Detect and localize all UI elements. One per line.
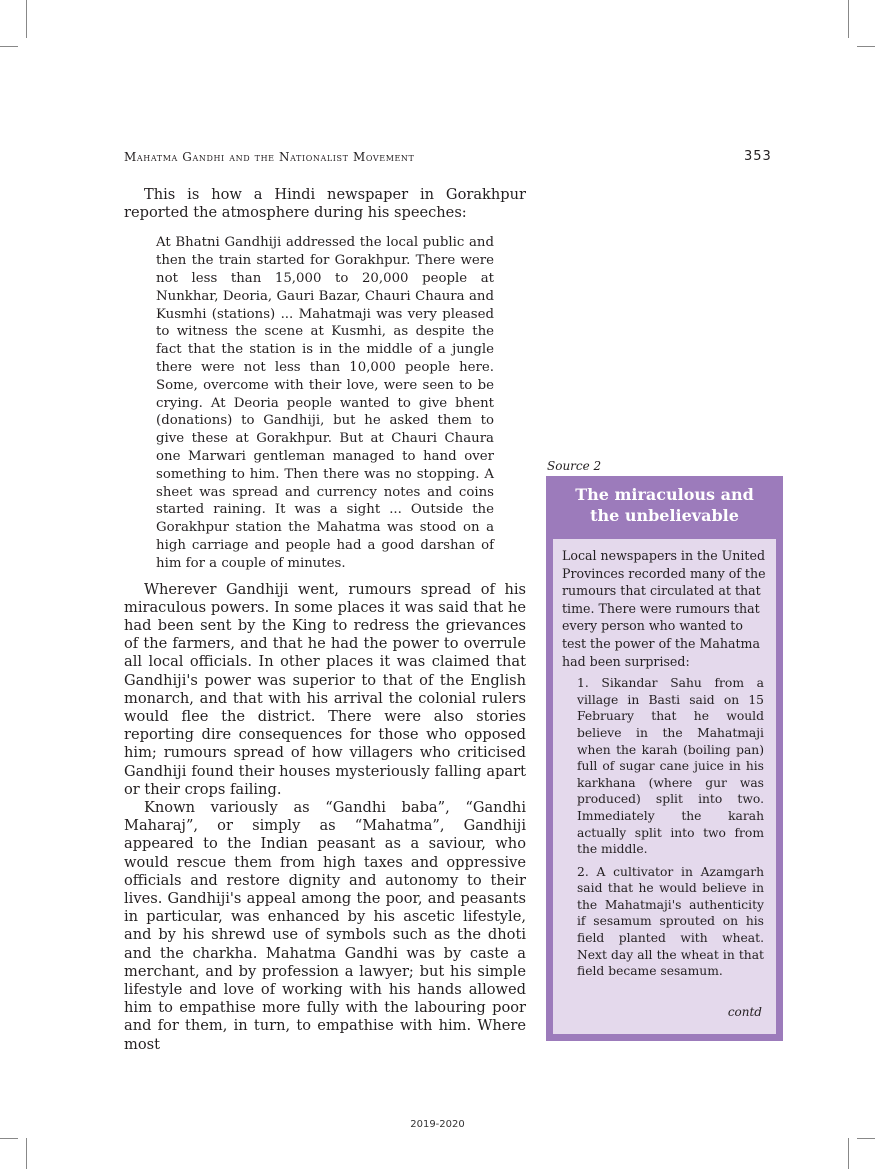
page-number: 353 xyxy=(744,149,772,164)
source-box-content xyxy=(553,539,776,1034)
body-paragraph-saviour: Known variously as “Gandhi baba”, “Gandhi Maharaj”, or simply as “Mahatma”, Gandhiji appeared to the Indian peasant as a saviour, who would rescue them from high taxes and oppressive officials and restore dignity and autonomy to their lives. Gandhiji's appeal among the poor, and peasants in particular, was enhanced by his ascetic lifestyle, and by his shrewd use of symbols such as the dhoti and the charkha. Mahatma Gandhi was by caste a merchant, and by profession a lawyer; but his simple lifestyle and love of working with his hands allowed him to empathise more fully with the labouring poor and for them, in turn, to empathise with him. Where most xyxy=(124,798,526,1053)
newspaper-quote: At Bhatni Gandhiji addressed the local public and then the train started for Gorakhpur. There were not less than 15,000 to 20,000 people at Nunkhar, Deoria, Gauri Bazar, Chauri Chaura and Kusmhi (stations) ... Mahatmaji was very pleased to witness the scene at Kusmhi, as despite the fact that the station is in the middle of a jungle there were not less than 10,000 people here. Some, overcome with their love, were seen to be crying. At Deoria people wanted to give bhent (donations) to Gandhiji, but he asked them to give these at Gorakhpur. But at Chauri Chaura one Marwari gentleman managed to hand over something to him. Then there was no stopping. A sheet was spread and currency notes and coins started raining. It was a sight ... Outside the Gorakhpur station the Mahatma was stood on a high carriage and people had a good darshan of him for a couple of minutes. xyxy=(156,235,494,571)
source-box-title xyxy=(546,476,783,525)
main-column xyxy=(124,186,526,1054)
crop-mark xyxy=(848,1138,849,1169)
crop-mark xyxy=(848,0,849,38)
rumour-list xyxy=(577,675,764,980)
source-box-intro: Local newspapers in the United Provinces recorded many of the rumours that circulated at that time. There were rumours that every person who wanted to test the power of the Mahatma had been surprised: xyxy=(562,548,766,669)
source-label: Source 2 xyxy=(547,459,602,473)
running-header-title: Mahatma Gandhi and the Nationalist Movement xyxy=(124,150,415,164)
crop-mark xyxy=(857,46,875,47)
source-box-title-line2: the unbelievable xyxy=(590,506,739,525)
continued-label: contd xyxy=(727,1005,762,1019)
crop-mark xyxy=(0,46,18,47)
rumour-item: 2. A cultivator in Azamgarh said that he would believe in the Mahatmaji's authenticity if sesamum sprouted on his field planted with wheat. Next day all the wheat in that field became sesamum. xyxy=(577,864,764,979)
crop-mark xyxy=(26,1138,27,1169)
source-box xyxy=(546,476,783,1041)
source-box-title-line1: The miraculous and xyxy=(575,485,754,504)
crop-mark xyxy=(857,1138,875,1139)
body-paragraph-rumours: Wherever Gandhiji went, rumours spread of his miraculous powers. In some places it was said that he had been sent by the King to redress the grievances of the farmers, and that he had the power to overrule all local officials. In other places it was claimed that Gandhiji's power was superior to that of the English monarch, and that with his arrival the colonial rulers would flee the district. There were also stories reporting dire consequences for those who opposed him; rumours spread of how villagers who criticised Gandhiji found their houses mysteriously falling apart or their crops failing. xyxy=(124,580,526,798)
rumour-item: 1. Sikandar Sahu from a village in Basti said on 15 February that he would believe in the Mahatmaji when the karah (boiling pan) full of sugar cane juice in his karkhana (where gur was produced) split into two. Immediately the karah actually split into two from the middle. xyxy=(577,676,764,857)
intro-paragraph: This is how a Hindi newspaper in Gorakhpur reported the atmosphere during his speeches: xyxy=(124,186,526,222)
crop-mark xyxy=(0,1138,18,1139)
footer-year: 2019-2020 xyxy=(410,1119,465,1130)
crop-mark xyxy=(26,0,27,38)
